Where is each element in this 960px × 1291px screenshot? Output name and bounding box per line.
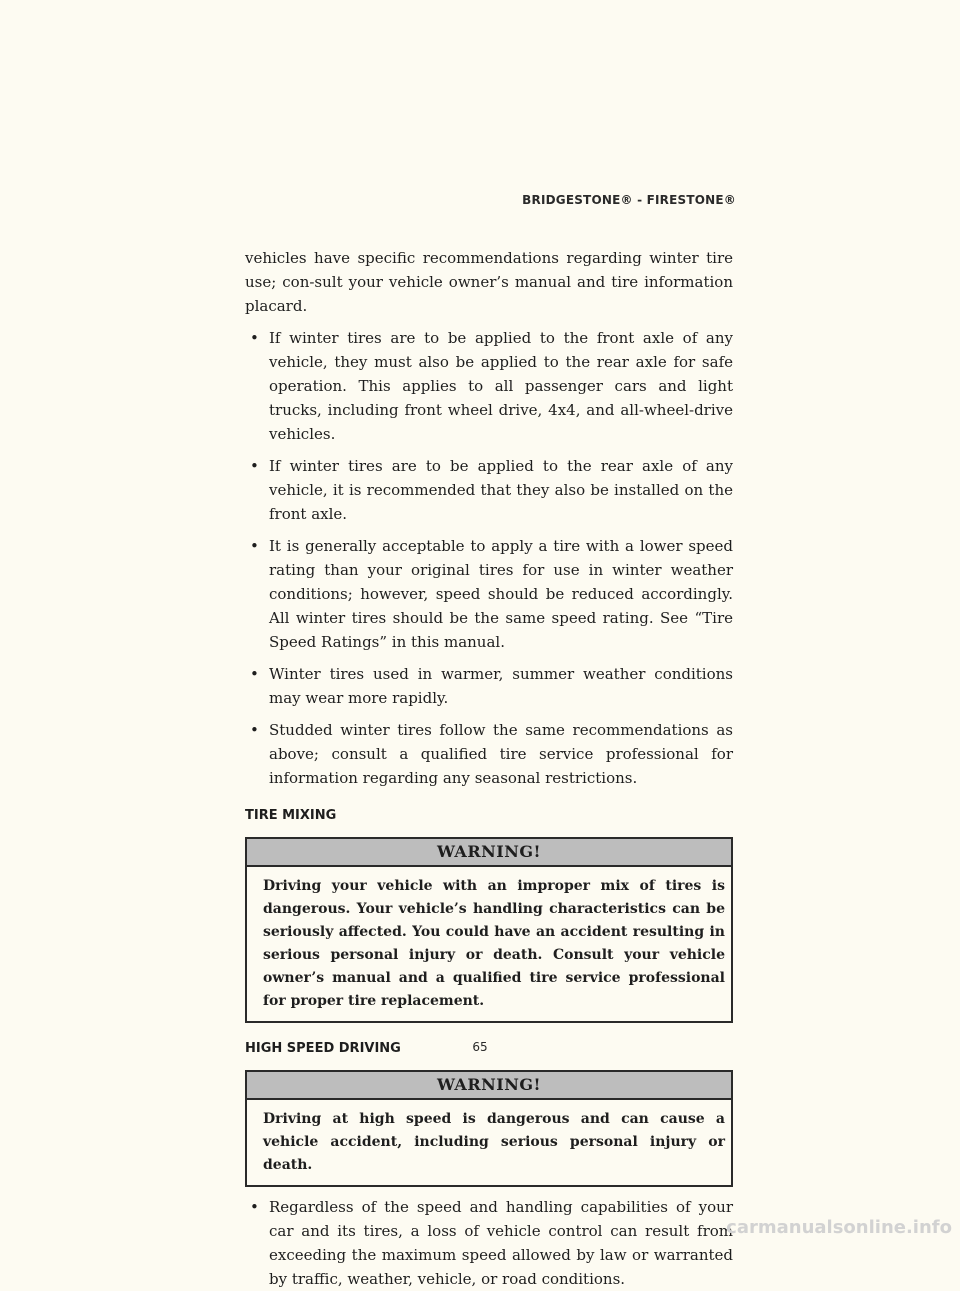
tire-mixing-warning-box <box>245 837 733 1023</box>
list-item <box>245 326 733 446</box>
list-item-text: Studded winter tires follow the same recommendations as above; consult a qualified tire service professional for information regarding any seasonal restrictions. <box>269 721 733 787</box>
list-item <box>245 718 733 790</box>
bullet-icon: • <box>250 329 259 347</box>
list-item-text: If winter tires are to be applied to the front axle of any vehicle, they must also be applied to the rear axle for safe operation. This applies to all passenger cars and light trucks, including front wheel drive, 4x4, and all-wheel-drive vehicles. <box>269 329 733 443</box>
warning-text: Driving at high speed is dangerous and can cause a vehicle accident, including serious personal injury or death. <box>263 1111 725 1173</box>
high-speed-warning-box <box>245 1070 733 1187</box>
intro-paragraph: vehicles have specific recommendations regarding winter tire use; con-sult your vehicle owner’s manual and tire information placard. <box>245 249 733 315</box>
page-number: 65 <box>472 1040 488 1054</box>
watermark: carmanualsonline.info <box>726 1217 952 1238</box>
page-content <box>245 246 733 1291</box>
list-item-text: It is generally acceptable to apply a tire with a lower speed rating than your original tires for use in winter weather conditions; however, speed should be reduced accordingly. All winter tires should be the same speed rating. See “Tire Speed Ratings” in this manual. <box>269 537 733 651</box>
running-header: BRIDGESTONE® - FIRESTONE® <box>522 193 736 207</box>
list-item <box>245 534 733 654</box>
warning-title: WARNING! <box>247 1072 731 1100</box>
list-item-text: If winter tires are to be applied to the rear axle of any vehicle, it is recommended that they also be installed on the front axle. <box>269 457 733 523</box>
bullet-icon: • <box>250 1198 259 1216</box>
list-item <box>245 1195 733 1291</box>
warning-text: Driving your vehicle with an improper mix of tires is dangerous. Your vehicle’s handling characteristics can be seriously affected. You could have an accident resulting in serious personal injury or death. Consult your vehicle owner’s manual and a qualified tire service professional for proper tire replacement. <box>263 878 725 1009</box>
list-item-text: Regardless of the speed and handling capabilities of your car and its tires, a loss of vehicle control can result from exceeding the maximum speed allowed by law or warranted by traffic, weather, vehicle, or road conditions. <box>269 1198 733 1288</box>
list-item-text: Winter tires used in warmer, summer weather conditions may wear more rapidly. <box>269 665 733 707</box>
bullet-icon: • <box>250 537 259 555</box>
tire-mixing-heading: TIRE MIXING <box>245 808 337 823</box>
warning-title: WARNING! <box>247 839 731 867</box>
high-speed-heading: HIGH SPEED DRIVING <box>245 1041 401 1056</box>
bullet-icon: • <box>250 721 259 739</box>
list-item <box>245 662 733 710</box>
bullet-icon: • <box>250 665 259 683</box>
bullet-icon: • <box>250 457 259 475</box>
list-item <box>245 454 733 526</box>
